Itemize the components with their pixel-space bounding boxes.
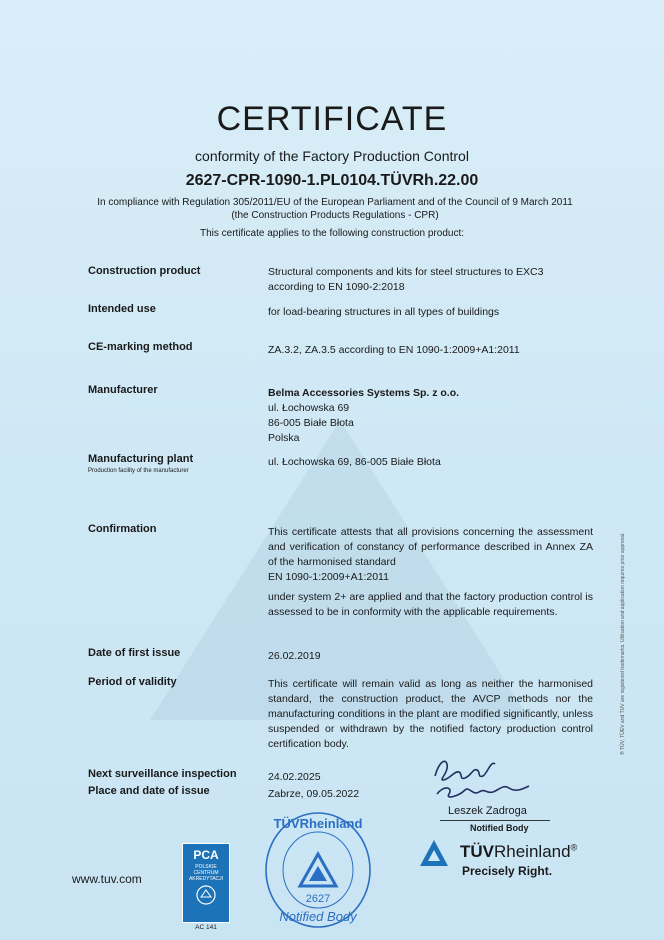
page-subtitle: conformity of the Factory Production Control <box>195 148 469 164</box>
manufacturer-city: 86-005 Białe Błota <box>268 417 354 429</box>
applies-text: This certificate applies to the following construction product: <box>199 228 465 239</box>
first-issue-label: Date of first issue <box>88 647 181 659</box>
issue-place-value: Zabrze, 09.05.2022 <box>268 788 360 800</box>
plant-value: ul. Łochowska 69, 86-005 Białe Błota <box>268 456 441 468</box>
confirmation-label: Confirmation <box>88 523 157 535</box>
manufacturer-label: Manufacturer <box>88 384 158 396</box>
manufacturer-street: ul. Łochowska 69 <box>268 402 350 414</box>
intended-use-value: for load-bearing structures in all types of buildings <box>268 306 500 318</box>
signature-line <box>440 820 550 821</box>
brand-bold: TÜV <box>460 842 494 861</box>
page-title: CERTIFICATE <box>216 100 448 138</box>
ce-marking-label: CE-marking method <box>88 341 193 353</box>
stamp-top-text: TÜVRheinland <box>273 816 363 831</box>
plant-sublabel: Production facility of the manufacturer <box>88 468 189 474</box>
certificate-number: 2627-CPR-1090-1.PL0104.TÜVRh.22.00 <box>185 172 479 189</box>
compliance-text: In compliance with Regulation 305/2011/EU of the European Parliament and of the Council of 9 March 2011 (the Construction Products Regulations - CPR) <box>97 197 573 221</box>
pca-emblem-icon <box>195 884 217 906</box>
construction-product-value: Structural components and kits for steel structures to EXC3 according to EN 1090-2:2018 <box>268 266 544 293</box>
confirmation-system: under system 2+ are applied and that the factory production control is assessed to be in conformity with the applicable requirements. <box>268 591 593 618</box>
confirmation-standard: EN 1090-1:2009+A1:2011 <box>268 571 389 583</box>
brand-slogan: Precisely Right. <box>462 864 553 878</box>
stamp-bottom-text: Notified Body <box>279 909 357 924</box>
surveillance-value: 24.02.2025 <box>268 771 321 783</box>
signature-icon <box>425 754 545 804</box>
brand-rest: Rheinland <box>494 842 571 861</box>
construction-product-label: Construction product <box>88 265 201 277</box>
trademark-note: ® TÜV, TÜEV and TUV are registered trademarks. Utilisation and application requires prior approval. <box>620 532 626 755</box>
notified-body-stamp-icon <box>262 806 374 930</box>
surveillance-label: Next surveillance inspection <box>88 768 237 780</box>
confirmation-text: This certificate attests that all provisions concerning the assessment and verification of constancy of performance described in Annex ZA of the harmonised standard <box>268 526 593 568</box>
pca-logo-subtitle: POLSKIE CENTRUM AKREDYTACJI <box>188 864 224 882</box>
tuv-brand-name <box>460 842 577 862</box>
issue-place-label: Place and date of issue <box>88 785 210 797</box>
signatory-name: Leszek Zadroga <box>448 805 527 817</box>
accreditation-number: AC 141 <box>195 924 217 931</box>
intended-use-label: Intended use <box>88 303 156 315</box>
plant-label: Manufacturing plant <box>88 453 194 465</box>
stamp-number: 2627 <box>305 893 331 905</box>
manufacturer-name: Belma Accessories Systems Sp. z o.o. <box>268 387 460 399</box>
manufacturer-country: Polska <box>268 432 300 444</box>
tuv-triangle-logo-icon <box>418 838 450 868</box>
brand-registered: ® <box>570 842 578 853</box>
pca-logo-title: PCA <box>193 848 219 862</box>
validity-value: This certificate will remain valid as long as neither the harmonised standard, the construction product, the AVCP methods nor the manufacturing conditions in the plant are modified significantly, unless suspended or withdrawn by the notified factory production control certification body. <box>268 678 593 750</box>
validity-label: Period of validity <box>88 676 177 688</box>
ce-marking-value: ZA.3.2, ZA.3.5 according to EN 1090-1:2009+A1:2011 <box>268 344 520 356</box>
signatory-role: Notified Body <box>470 823 529 833</box>
website-link[interactable]: www.tuv.com <box>72 872 142 886</box>
first-issue-value: 26.02.2019 <box>268 650 321 662</box>
pca-accreditation-logo <box>182 843 230 923</box>
